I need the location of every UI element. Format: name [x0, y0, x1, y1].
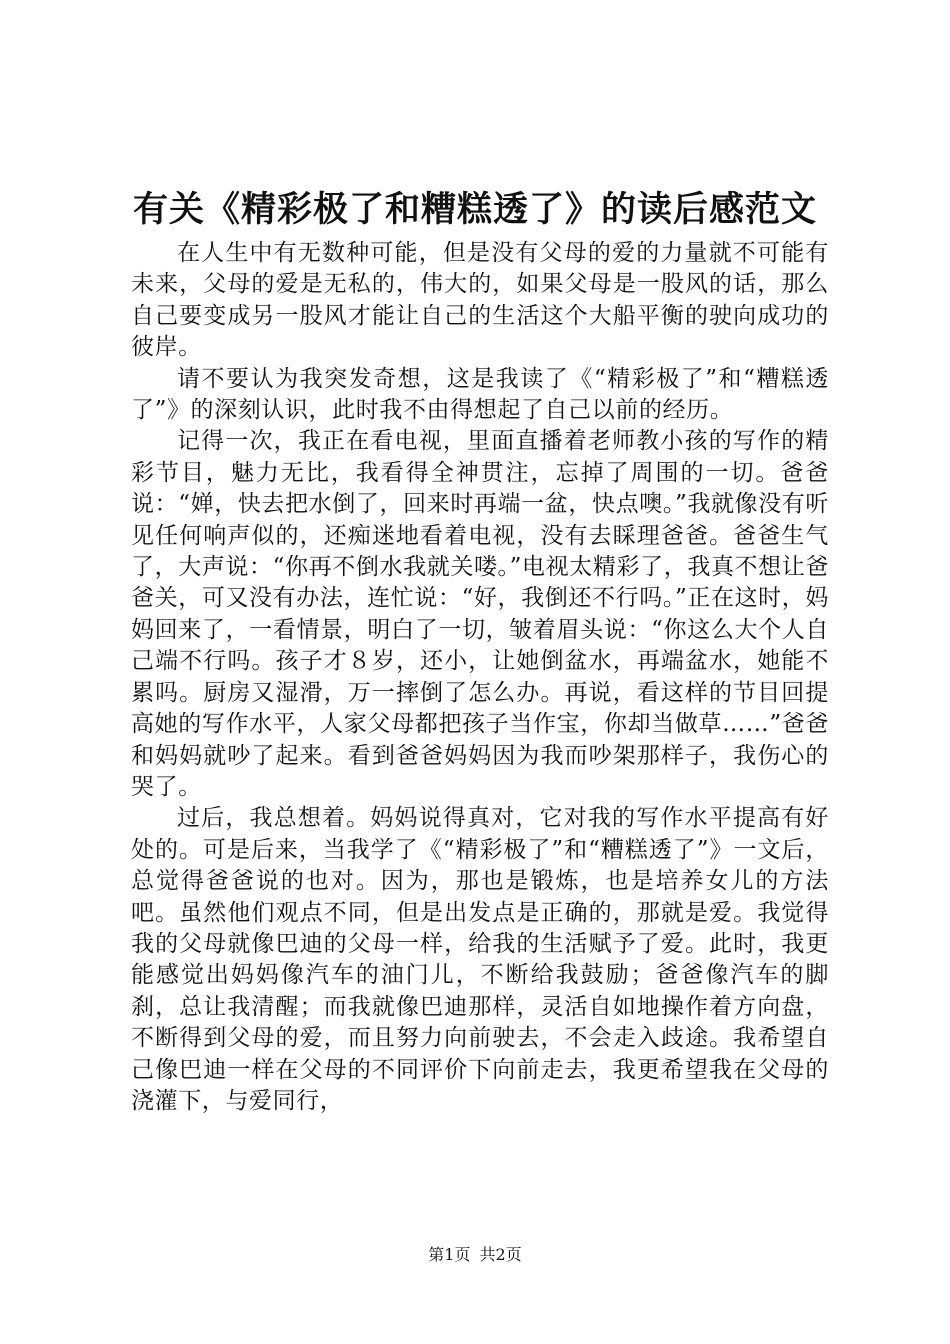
paragraph-1: 在人生中有无数种可能，但是没有父母的爱的力量就不可能有未来，父母的爱是无私的，伟大的，如果父母是一股风的话，那么自己要变成另一股风才能让自己的生活这个大船平衡的驶向成功的彼岸。	[131, 240, 829, 361]
page-footer	[0, 1244, 950, 1266]
page-number-current: 第1页	[428, 1245, 471, 1264]
paragraph-4: 过后，我总想着。妈妈说得真对，它对我的写作水平提高有好处的。可是后来，当我学了《“精彩极了”和“糟糕透了”》一文后，总觉得爸爸说的也对。因为，那也是锻炼，也是培养女儿的方法吧。虽然他们观点不同，但是出发点是正确的，那就是爱。我觉得我的父母就像巴迪的父母一样，给我的生活赋予了爱。此时，我更能感觉出妈妈像汽车的油门儿，不断给我鼓励；爸爸像汽车的脚刹，总让我清醒；而我就像巴迪那样，灵活自如地操作着方向盘，不断得到父母的爱，而且努力向前驶去，不会走入歧途。我希望自己像巴迪一样在父母的不同评价下向前走去，我更希望我在父母的浇灌下，与爱同行，	[131, 805, 829, 1114]
document-title: 有关《精彩极了和糟糕透了》的读后感范文	[132, 189, 817, 230]
document-body	[131, 238, 829, 1117]
paragraph-3: 记得一次，我正在看电视，里面直播着老师教小孩的写作的精彩节目，魅力无比，我看得全神贯注，忘掉了周围的一切。爸爸说：“婵，快去把水倒了，回来时再端一盆，快点噢。”我就像没有听见任何响声似的，还痴迷地看着电视，没有去睬理爸爸。爸爸生气了，大声说：“你再不倒水我就关喽。”电视太精彩了，我真不想让爸爸关，可又没有办法，连忙说：“好，我倒还不行吗。”正在这时，妈妈回来了，一看情景，明白了一切，皱着眉头说：“你这么大个人自己端不行吗。孩子才８岁，还小，让她倒盆水，再端盆水，她能不累吗。厨房又湿滑，万一摔倒了怎么办。再说，看这样的节目回提高她的写作水平，人家父母都把孩子当作宝，你却当做草……”爸爸和妈妈就吵了起来。看到爸爸妈妈因为我而吵架那样子，我伤心的哭了。	[131, 428, 829, 800]
page-number-total: 共2页	[479, 1245, 522, 1264]
paragraph-2: 请不要认为我突发奇想，这是我读了《“精彩极了”和“糟糕透了”》的深刻认识，此时我不由得想起了自己以前的经历。	[131, 365, 829, 424]
